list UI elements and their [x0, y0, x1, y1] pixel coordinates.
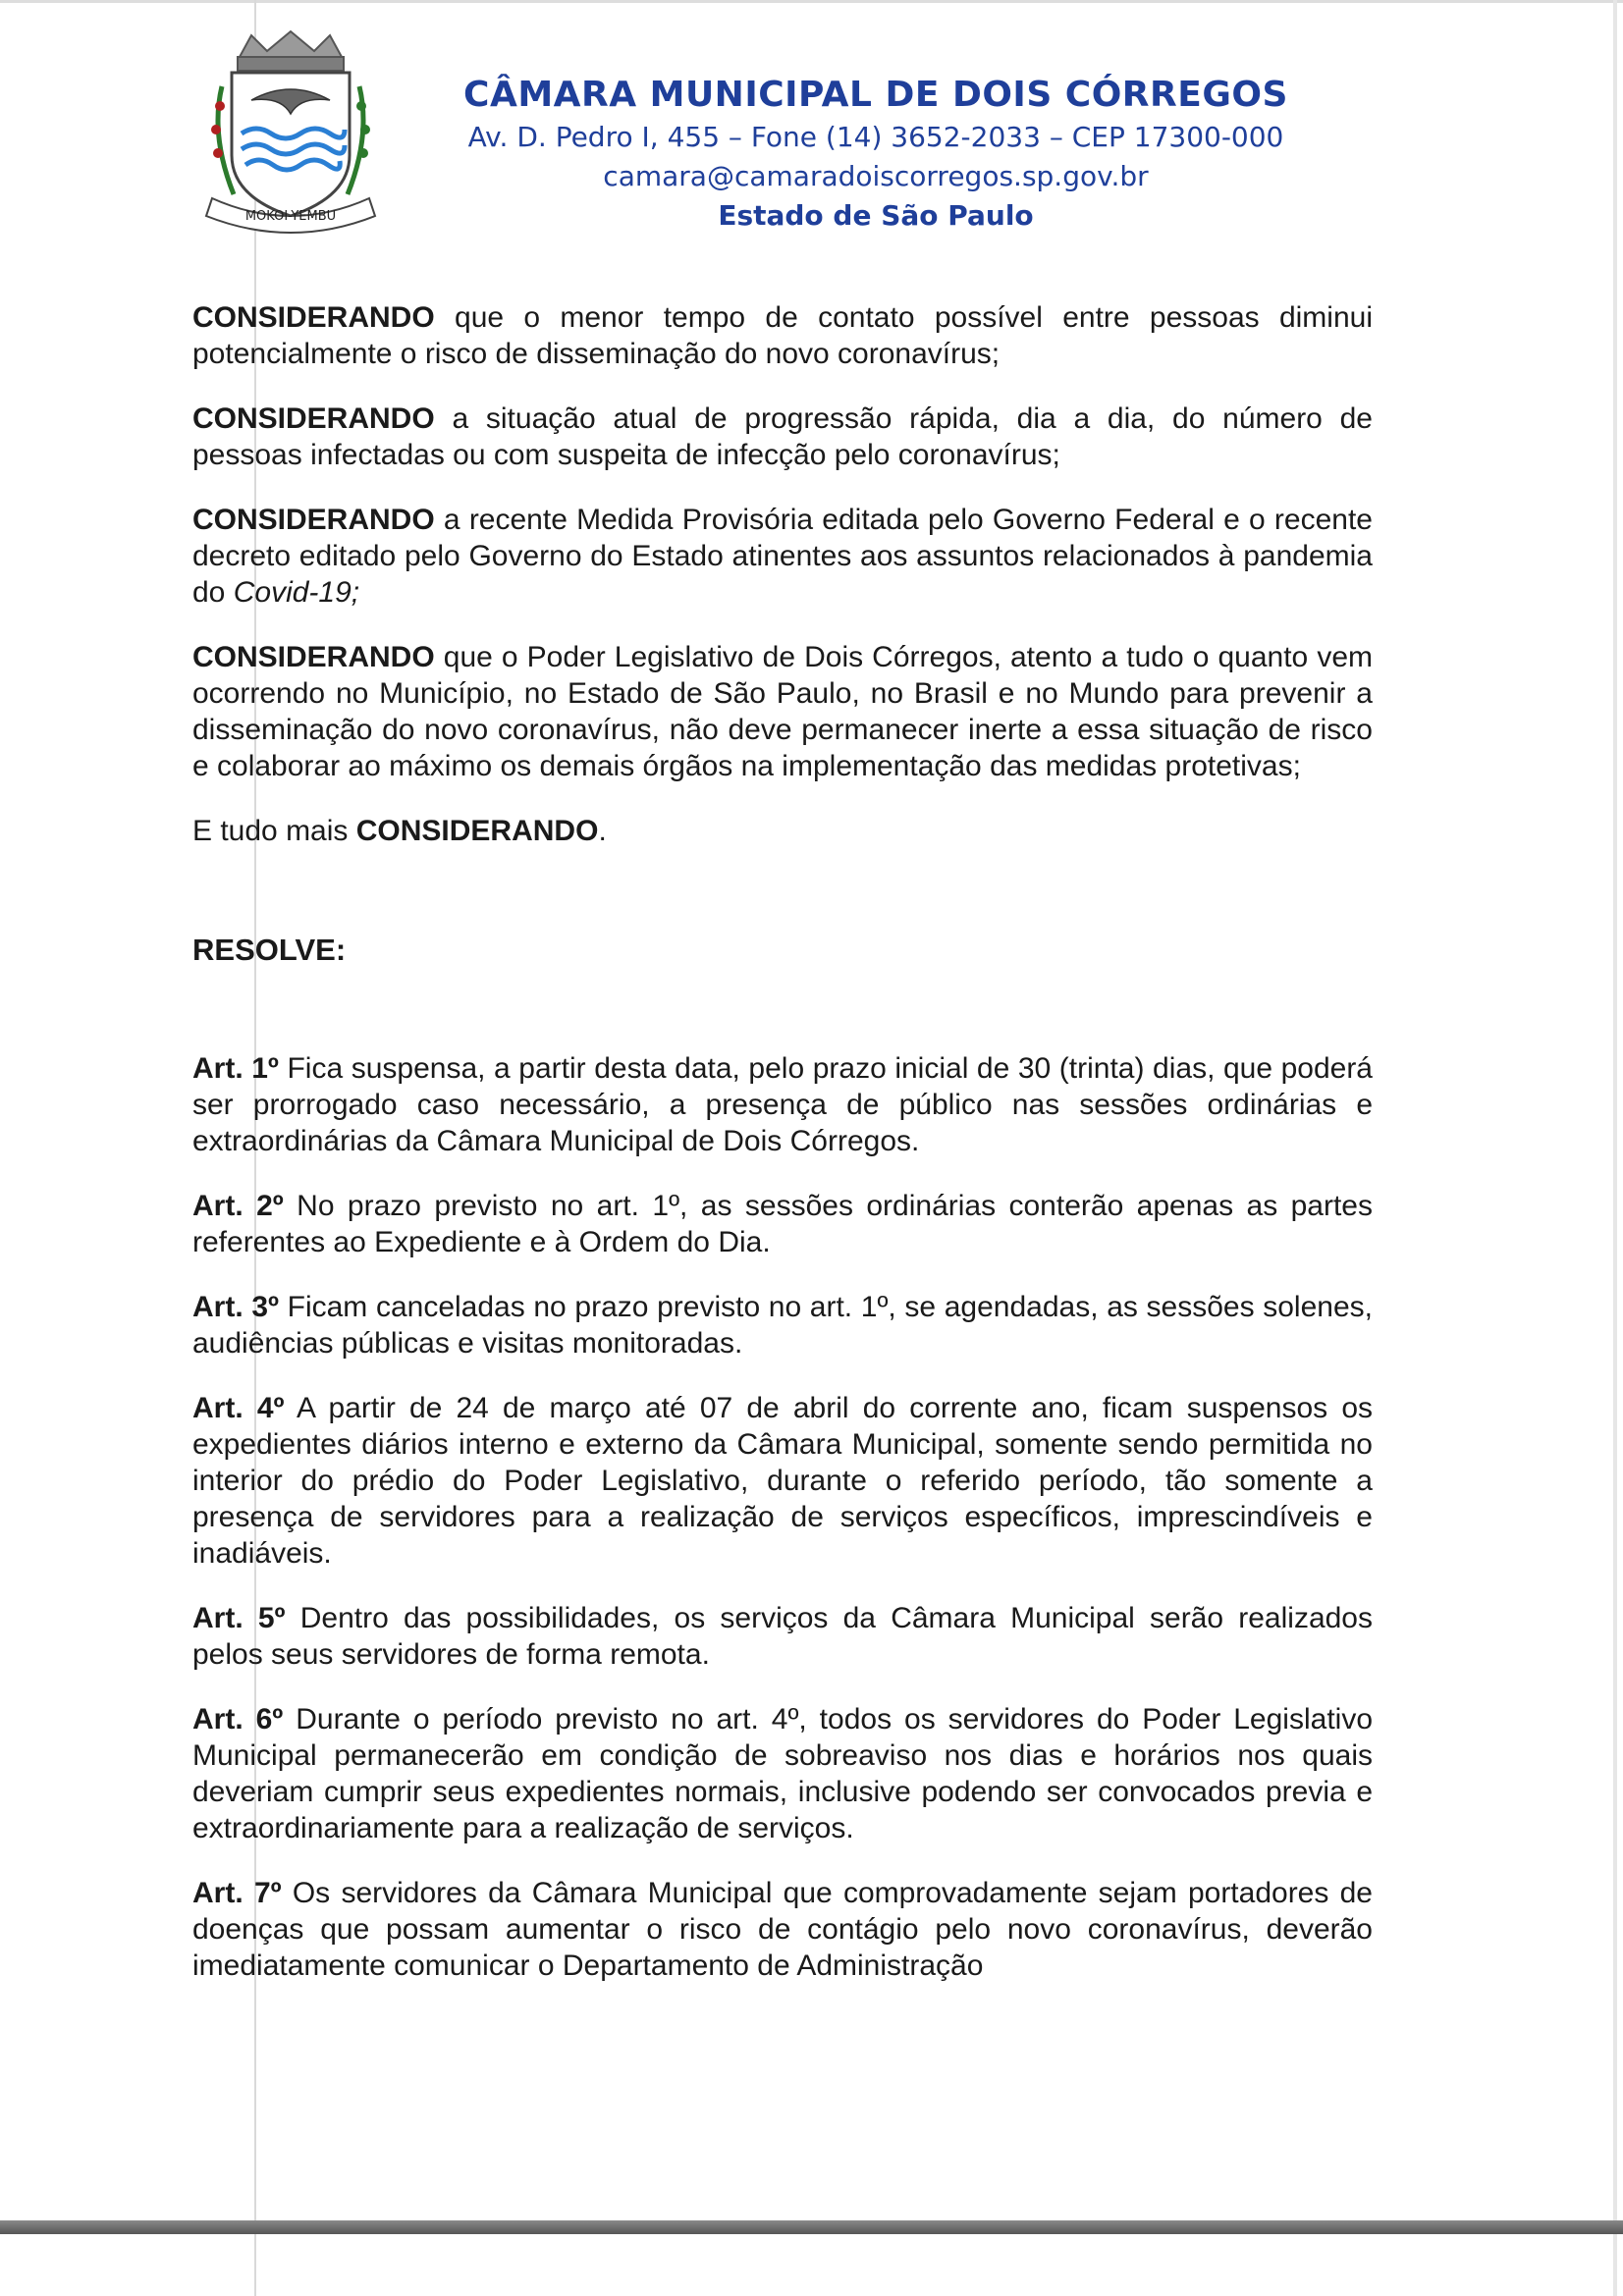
letterhead [192, 27, 1469, 253]
considerando-lead: CONSIDERANDO [192, 504, 435, 536]
svg-text:MOKOI-YEMBU: MOKOI-YEMBU [244, 209, 337, 224]
paragraph-text: que o menor tempo de contato possível entre pessoas diminui potencialmente o risco de disseminação do novo coronavírus; [192, 301, 1373, 370]
article-number: 3º [251, 1291, 279, 1323]
article-paragraph [192, 1600, 1373, 1673]
scan-right-edge [1613, 0, 1617, 2296]
article-label: Art. [192, 1703, 243, 1735]
closing-bold: CONSIDERANDO [355, 815, 599, 847]
article-text: Durante o período previsto no art. 4º, todos os servidores do Poder Legislativo Municipal permanecerão em condição de sobreaviso nos dias e horários nos quais deveriam cumprir seus expedientes normais, inclusive podendo ser convocados previa e extraordinariamente para a realização de serviços. [192, 1703, 1373, 1844]
scan-bottom-bar [0, 2220, 1623, 2234]
considerando-paragraph [192, 502, 1373, 611]
article-label: Art. [192, 1190, 243, 1222]
article-label: Art. [192, 1392, 243, 1424]
scan-top-edge [0, 0, 1623, 3]
article-text: No prazo previsto no art. 1º, as sessões ordinárias conterão apenas as partes referentes ao Expediente e à Ordem do Dia. [192, 1190, 1373, 1258]
article-label: Art. [192, 1602, 243, 1634]
paragraph-italic: Covid-19; [233, 576, 360, 609]
chamber-state: Estado de São Paulo [718, 199, 1034, 232]
chamber-address: Av. D. Pedro I, 455 – Fone (14) 3652-2033 – CEP 17300-000 [467, 121, 1284, 153]
paragraph-text: que o Poder Legislativo de Dois Córregos, atento a tudo o quanto vem ocorrendo no Município, no Estado de São Paulo, no Brasil e no Mundo para prevenir a disseminação do novo coronavírus, não deve permanecer inerte a essa situação de risco e colaborar ao máximo os demais órgãos na implementação das medidas protetivas; [192, 641, 1373, 782]
article-text: Os servidores da Câmara Municipal que comprovadamente sejam portadores de doenças que possam aumentar o risco de contágio pelo novo coronavírus, deverão imediatamente comunicar o Departamento de Administração [192, 1877, 1373, 1982]
paragraph-text: a recente Medida Provisória editada pelo Governo Federal e o recente decreto editado pelo Governo do Estado atinentes aos assuntos relacionados à pandemia do [192, 504, 1373, 609]
article-number: 7º [253, 1877, 282, 1909]
considerando-lead: CONSIDERANDO [192, 402, 435, 435]
article-paragraph [192, 1875, 1373, 1984]
article-paragraph [192, 1390, 1373, 1572]
municipal-crest-icon [192, 27, 389, 243]
article-number: 6º [255, 1703, 284, 1735]
article-number: 4º [256, 1392, 285, 1424]
article-text: Dentro das possibilidades, os serviços da Câmara Municipal serão realizados pelos seus servidores de forma remota. [192, 1602, 1373, 1671]
considerando-lead: CONSIDERANDO [192, 301, 435, 334]
article-number: 5º [257, 1602, 286, 1634]
considerando-paragraph [192, 400, 1373, 473]
article-label: Art. [192, 1052, 243, 1085]
article-number: 2º [256, 1190, 284, 1222]
resolve-heading: RESOLVE: [192, 933, 347, 967]
letterhead-text [385, 73, 1367, 236]
paragraph-text: a situação atual de progressão rápida, dia a dia, do número de pessoas infectadas ou com suspeita de infecção pelo coronavírus; [192, 402, 1373, 471]
article-label: Art. [192, 1877, 243, 1909]
considerando-paragraph [192, 639, 1373, 784]
article-text: A partir de 24 de março até 07 de abril do corrente ano, ficam suspensos os expedientes diários interno e externo da Câmara Municipal, somente sendo permitida no interior do prédio do Poder Legislativo, durante o referido período, tão somente a presença de servidores para a realização de serviços específicos, imprescindíveis e inadiáveis. [192, 1392, 1374, 1570]
closing-paragraph [192, 813, 1373, 849]
article-paragraph [192, 1701, 1373, 1846]
article-text: Ficam canceladas no prazo previsto no art. 1º, se agendadas, as sessões solenes, audiências públicas e visitas monitoradas. [192, 1291, 1373, 1360]
closing-prefix: E tudo mais [192, 815, 356, 847]
article-paragraph [192, 1050, 1373, 1159]
considerando-lead: CONSIDERANDO [192, 641, 435, 673]
considerando-paragraph [192, 299, 1373, 372]
article-label: Art. [192, 1291, 243, 1323]
chamber-title: CÂMARA MUNICIPAL DE DOIS CÓRREGOS [463, 75, 1288, 115]
document-body [192, 299, 1373, 2012]
article-text: Fica suspensa, a partir desta data, pelo prazo inicial de 30 (trinta) dias, que poderá ser prorrogado caso necessário, a presença de público nas sessões ordinárias e extraordinárias da Câmara Municipal de Dois Córregos. [192, 1052, 1373, 1157]
chamber-email: camara@camaradoiscorregos.sp.gov.br [603, 160, 1149, 192]
article-paragraph [192, 1188, 1373, 1260]
article-number: 1º [251, 1052, 279, 1085]
article-paragraph [192, 1289, 1373, 1362]
closing-suffix: . [598, 815, 607, 847]
